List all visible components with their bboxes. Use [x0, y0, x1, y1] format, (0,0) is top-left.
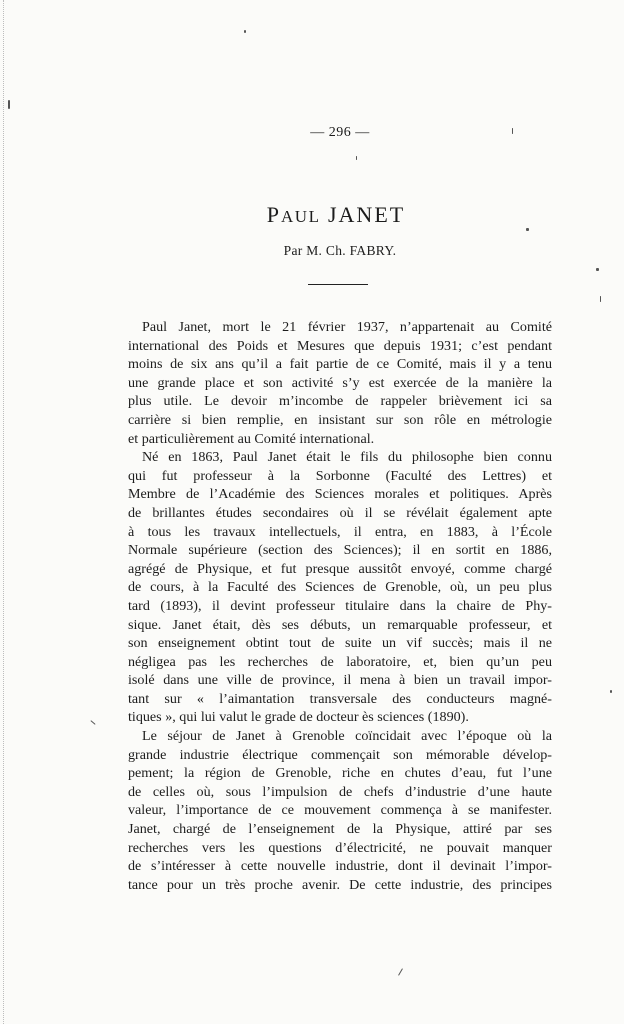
text-line: Membre de l’Académie des Sciences morales et politiques. Après: [128, 486, 552, 503]
text-line: isolé dans une ville de province, il mena à bien un travail impor-: [128, 672, 552, 689]
text-line: international des Poids et Mesures que depuis 1931; c’est pendant: [128, 337, 552, 354]
text-line: son enseignement obtint tout de suite un vif succès; mais il ne: [128, 635, 552, 652]
text-line: de s’intéresser à cette nouvelle industrie, dont il devinait l’impor-: [128, 858, 552, 875]
text-line: tance pour un très proche avenir. De cette industrie, des principes: [128, 876, 552, 893]
text-line: carrière si bien remplie, en insistant sur son rôle en métrologie: [128, 411, 552, 428]
text-line: sique. Janet était, dès ses débuts, un remarquable professeur, et: [128, 616, 552, 633]
text-line: Né en 1863, Paul Janet était le fils du philosophe bien connu: [142, 449, 552, 466]
text-line: agrégé de Physique, et fut presque aussitôt envoyé, comme chargé: [128, 560, 552, 577]
text-line: pement; la région de Grenoble, riche en chutes d’eau, fut l’une: [128, 765, 552, 782]
article-body: [128, 318, 552, 894]
text-line: grande industrie électrique commençait son mémorable dévelop-: [128, 746, 552, 763]
text-line: de celles où, sous l’impulsion de chefs d’industrie d’une haute: [128, 783, 552, 800]
text-line: Le séjour de Janet à Grenoble coïncidait avec l’époque où la: [142, 728, 552, 745]
article-title: [0, 202, 624, 228]
text-line: valeur, l’importance de ce mouvement commença à se manifester.: [128, 802, 552, 819]
page-number: — 296 —: [310, 125, 370, 140]
title-first-name-rest: AUL: [281, 207, 321, 226]
text-line: qui fut professeur à la Sorbonne (Faculté des Lettres) et: [128, 467, 552, 484]
text-line: une grande place et son activité s’y est exercée de la manière la: [128, 374, 552, 391]
text-line: de brillantes études secondaires où il se révélait également apte: [128, 504, 552, 521]
text-line: recherches vers les questions d’électricité, ne pouvait manquer: [128, 839, 552, 856]
title-surname: JANET: [327, 202, 406, 227]
text-line: et particulièrement au Comité international.: [128, 430, 375, 447]
text-line: Paul Janet, mort le 21 février 1937, n’appartenait au Comité: [142, 319, 552, 335]
title-initial: P: [266, 202, 282, 227]
text-line: tiques », qui lui valut le grade de docteur ès sciences (1890).: [128, 709, 469, 726]
text-line: tard (1893), il devint professeur titulaire dans la chaire de Phy-: [128, 597, 552, 614]
binding-edge: [3, 0, 4, 1024]
text-line: Normale supérieure (section des Sciences); il en sortit en 1886,: [128, 542, 552, 559]
text-line: négligea pas les recherches de laboratoire, et, bien qu’un peu: [128, 653, 552, 670]
text-line: Janet, chargé de l’enseignement de la Physique, attiré par ses: [128, 821, 552, 838]
title-rule: [308, 284, 368, 285]
text-line: plus utile. Le devoir m’incombe de rappeler brièvement ici sa: [128, 393, 552, 410]
text-line: de cours, à la Faculté des Sciences de Grenoble, où, un peu plus: [128, 579, 552, 596]
text-line: à tous les travaux intellectuels, il entra, en 1883, à l’École: [128, 523, 552, 540]
text-line: moins de six ans qu’il a fait partie de ce Comité, mais il y a tenu: [128, 356, 552, 373]
author-byline: Par M. Ch. FABRY.: [283, 243, 397, 258]
text-line: tant sur « l’aimantation transversale des conducteurs magné-: [128, 690, 552, 707]
